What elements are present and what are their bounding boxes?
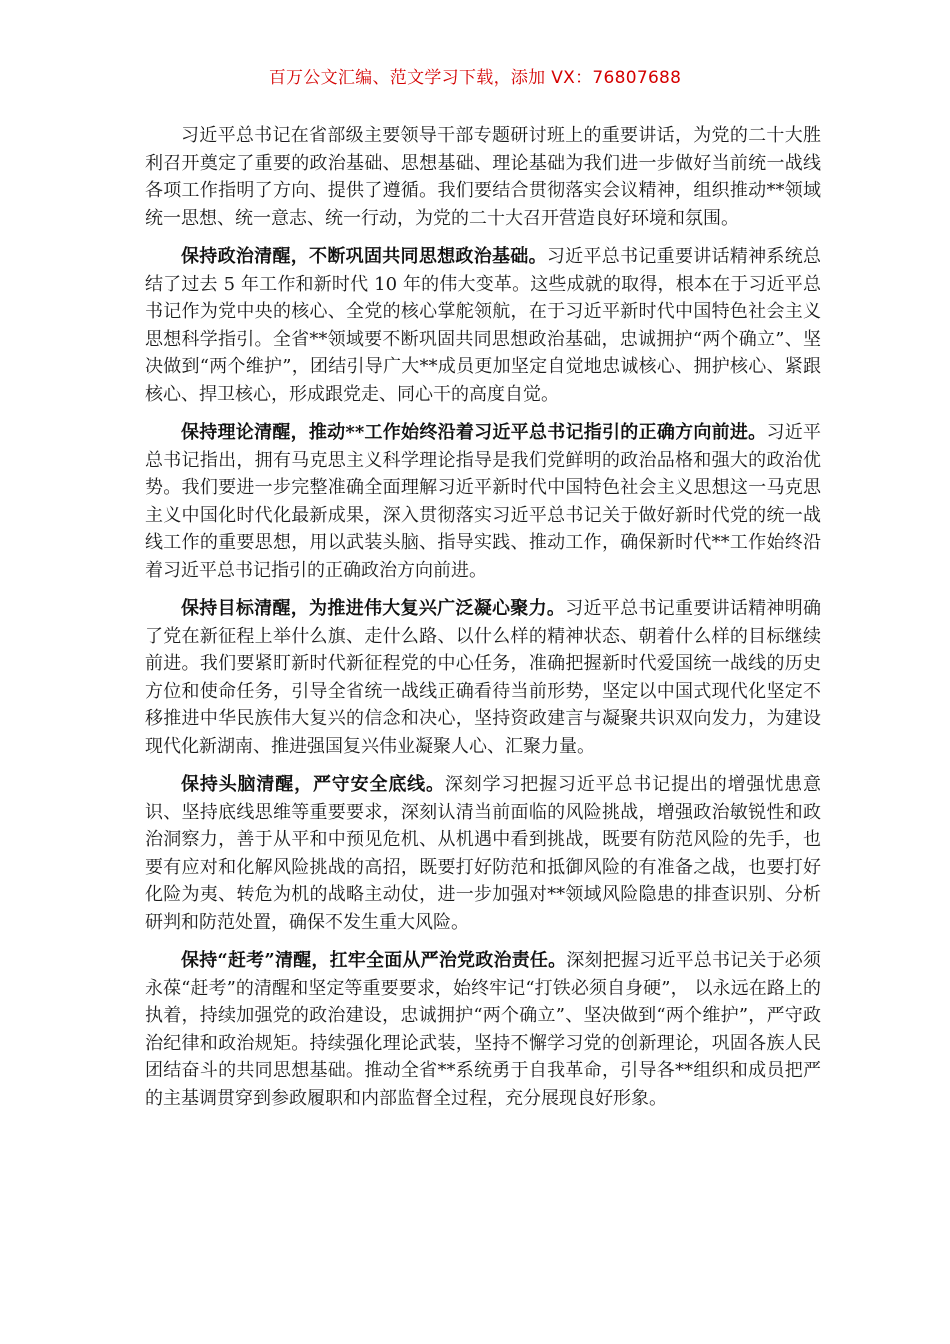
paragraph-lead: 保持头脑清醒，严守安全底线。 <box>181 774 445 795</box>
paragraph-lead: 保持政治清醒，不断巩固共同思想政治基础。 <box>181 246 547 267</box>
paragraph-lead: 保持理论清醒，推动**工作始终沿着习近平总书记指引的正确方向前进。 <box>181 422 767 443</box>
paragraph-theoretical <box>145 419 821 584</box>
paragraph-goal <box>145 595 821 760</box>
paragraph-discipline <box>145 947 821 1112</box>
paragraph-body: 习近平总书记重要讲话精神明确了党在新征程上举什么旗、走什么路、以什么样的精神状态、朝着什么样的目标继续前进。我们要紧盯新时代新征程党的中心任务，准确把握新时代爱国统一战线的历史方位和使命任务，引导全省统一战线正确看待当前形势，坚定以中国式现代化坚定不移推进中华民族伟大复兴的信念和决心，坚持资政建言与凝聚共识双向发力，为建设现代化新湖南、推进强国复兴伟业凝聚人心、汇聚力量。 <box>145 598 822 757</box>
paragraph-body: 深刻把握习近平总书记关于必须永葆“赶考”的清醒和坚定等重要要求，始终牢记“打铁必须自身硬”， 以永远在路上的执着，持续加强党的政治建设，忠诚拥护“两个确立”、坚决做到“两个维护”，严守政治纪律和政治规矩。持续强化理论武装，坚持不懈学习党的创新理论，巩固各族人民团结奋斗的共同思想基础。推动全省**系统勇于自我革命，引导各**组织和成员把严的主基调贯穿到参政履职和内部监督全过程，充分展现良好形象。 <box>145 950 822 1109</box>
paragraph-intro <box>145 122 821 232</box>
paragraph-lead: 保持“赶考”清醒，扛牢全面从严治党政治责任。 <box>181 950 567 971</box>
paragraph-lead: 保持目标清醒，为推进伟大复兴广泛凝心聚力。 <box>181 598 566 619</box>
promo-header: 百万公文汇编、范文学习下载，添加 VX：76807688 <box>268 68 682 88</box>
paragraph-body: 习近平总书记指出，拥有马克思主义科学理论指导是我们党鲜明的政治品格和强大的政治优势。我们要进一步完整准确全面理解习近平新时代中国特色社会主义思想这一马克思主义中国化时代化最新成果，深入贯彻落实习近平总书记关于做好新时代党的统一战线工作的重要思想，用以武装头脑、指导实践、推动工作，确保新时代**工作始终沿着习近平总书记指引的正确政治方向前进。 <box>145 422 822 581</box>
paragraph-body: 习近平总书记重要讲话精神系统总结了过去 5 年工作和新时代 10 年的伟大变革。这些成就的取得，根本在于习近平总书记作为党中央的核心、全党的核心掌舵领航，在于习近平新时代中国特色社会主义思想科学指引。全省**领域要不断巩固共同思想政治基础，忠诚拥护“两个确立”、坚决做到“两个维护”，团结引导广大**成员更加坚定自觉地忠诚核心、拥护核心、紧跟核心、捍卫核心，形成跟党走、同心干的高度自觉。 <box>145 246 822 405</box>
paragraph-security <box>145 771 821 936</box>
paragraph-political <box>145 243 821 408</box>
document-body <box>145 122 821 1123</box>
paragraph-body: 习近平总书记在省部级主要领导干部专题研讨班上的重要讲话，为党的二十大胜利召开奠定了重要的政治基础、思想基础、理论基础为我们进一步做好当前统一战线各项工作指明了方向、提供了遵循。我们要结合贯彻落实会议精神，组织推动**领域统一思想、统一意志、统一行动，为党的二十大召开营造良好环境和氛围。 <box>145 125 821 229</box>
paragraph-body: 深刻学习把握习近平总书记提出的增强忧患意识、坚持底线思维等重要要求，深刻认清当前面临的风险挑战，增强政治敏锐性和政治洞察力，善于从平和中预见危机、从机遇中看到挑战，既要有防范风险的先手，也要有应对和化解风险挑战的高招，既要打好防范和抵御风险的有准备之战，也要打好化险为夷、转危为机的战略主动仗，进一步加强对**领域风险隐患的排查识别、分析研判和防范处置，确保不发生重大风险。 <box>145 774 822 933</box>
